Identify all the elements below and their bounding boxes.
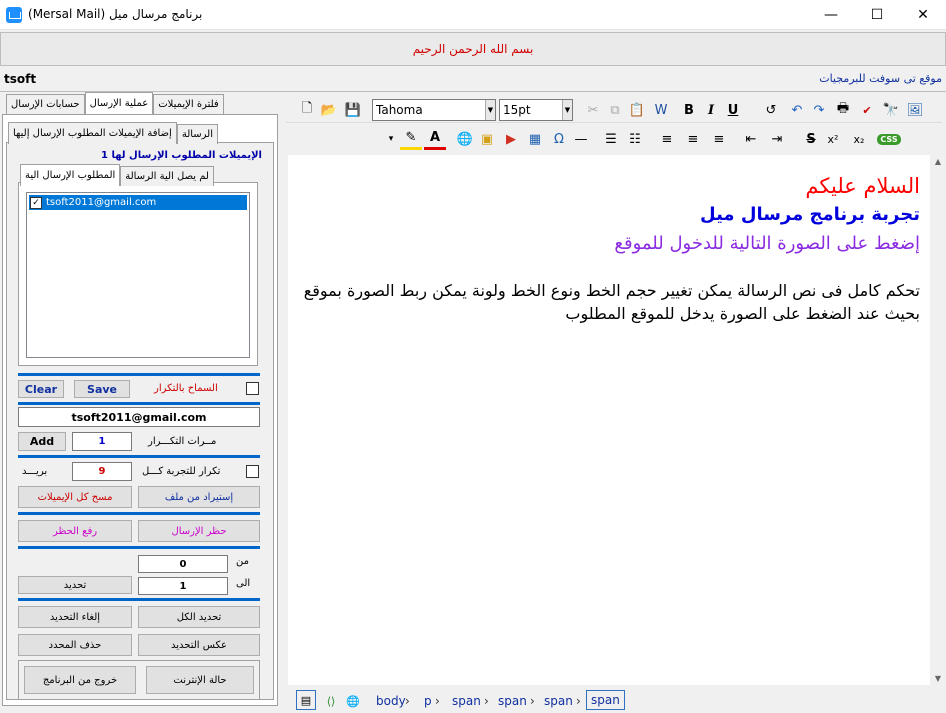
tab-add-emails[interactable]: إضافة الإيميلات المطلوب الإرسال إليها <box>8 122 177 144</box>
font-family-value: Tahoma <box>376 103 423 117</box>
delete-selected-button[interactable]: حذف المحدد <box>18 634 132 656</box>
new-document-icon[interactable]: 🗋 <box>301 101 313 116</box>
image-icon[interactable]: 🖼 <box>906 102 924 118</box>
code-view-icon[interactable]: ⟨⟩ <box>326 694 336 708</box>
tab-send-accounts[interactable]: حسابات الإرسال <box>6 94 85 114</box>
breadcrumb-item[interactable]: body <box>376 694 406 708</box>
email-input[interactable]: tsoft2011@gmail.com <box>18 407 260 427</box>
to-label: الى <box>236 578 251 589</box>
status-bar <box>288 688 946 713</box>
clear-button[interactable]: Clear <box>18 380 64 398</box>
brand-label: tsoft <box>4 72 37 86</box>
font-size-select[interactable] <box>499 99 573 121</box>
email-listbox[interactable] <box>26 192 250 358</box>
minimize-button[interactable]: — <box>824 7 838 23</box>
link-icon[interactable]: 🌐 <box>456 131 474 147</box>
allow-repeat-checkbox[interactable] <box>246 382 259 395</box>
app-icon <box>6 7 22 23</box>
subscript-icon[interactable]: x₂ <box>853 132 865 146</box>
window-title: برنامج مرسال ميل (Mersal Mail) <box>28 7 203 21</box>
chevron-right-icon: › <box>435 694 440 708</box>
separator <box>18 402 260 405</box>
maximize-button[interactable]: ☐ <box>870 7 884 23</box>
invert-selection-button[interactable]: عكس التحديد <box>138 634 260 656</box>
top-tabs <box>6 94 224 114</box>
undo-icon[interactable]: ↶ <box>791 102 803 118</box>
youtube-icon[interactable]: ▶ <box>506 131 516 147</box>
indent-icon[interactable]: ⇥ <box>771 131 783 147</box>
to-input[interactable]: 1 <box>138 577 228 595</box>
breadcrumb-item[interactable]: span <box>452 694 481 708</box>
recipients-heading: الإيميلات المطلوب الإرسال لها 1 <box>101 150 262 161</box>
horizontal-rule-icon[interactable]: — <box>574 131 588 147</box>
block-sending-button[interactable]: حظر الإرسال <box>138 520 260 542</box>
underline-icon[interactable]: U <box>727 102 739 118</box>
paste-word-icon[interactable]: W <box>654 102 668 118</box>
list-item[interactable] <box>29 195 247 210</box>
strikethrough-icon[interactable]: S <box>806 131 816 147</box>
open-folder-icon[interactable]: 📂 <box>320 102 338 118</box>
from-label: من <box>236 556 249 567</box>
unblock-button[interactable]: رفع الحظر <box>18 520 132 542</box>
message-editor[interactable] <box>288 155 930 685</box>
copy-icon[interactable]: ⧉ <box>610 102 620 118</box>
scroll-down-icon[interactable]: ▼ <box>934 674 942 683</box>
test-heading-text: تجربة برنامج مرسال ميل <box>700 204 920 225</box>
refresh-icon[interactable]: ↺ <box>765 102 777 118</box>
print-icon[interactable]: 🖶 <box>836 101 850 116</box>
mail-label: بريـــد <box>22 466 48 477</box>
breadcrumb-item[interactable]: span <box>498 694 527 708</box>
editor-line-3 <box>298 229 920 259</box>
select-button[interactable]: تحديد <box>18 576 132 594</box>
unordered-list-icon[interactable]: ☷ <box>629 131 641 147</box>
repeat-count-input[interactable]: 1 <box>72 432 132 451</box>
chevron-right-icon: › <box>405 694 410 708</box>
repeat-test-checkbox[interactable] <box>246 465 259 478</box>
bismillah-banner: بسم الله الرحمن الرحيم <box>0 32 946 66</box>
tab-email-filter[interactable]: فلترة الإيميلات <box>153 94 224 114</box>
separator <box>18 546 260 549</box>
add-button[interactable]: Add <box>18 432 66 451</box>
chevron-right-icon: › <box>484 694 489 708</box>
special-char-icon[interactable]: Ω <box>554 131 564 147</box>
design-view-icon[interactable]: ▤ <box>296 690 316 710</box>
italic-icon[interactable]: I <box>707 102 715 118</box>
chevron-right-icon: › <box>576 694 581 708</box>
website-link[interactable]: موقع تى سوفت للبرمجيات <box>819 72 942 85</box>
title-bar <box>0 0 946 30</box>
outdent-icon[interactable]: ⇤ <box>745 131 757 147</box>
scroll-up-icon[interactable]: ▲ <box>934 157 942 166</box>
breadcrumb-item[interactable]: span <box>544 694 573 708</box>
import-from-file-button[interactable]: إستيراد من ملف <box>138 486 260 508</box>
find-icon[interactable]: 🔭 <box>882 102 900 118</box>
editor-line-1 <box>298 171 920 201</box>
info-bar <box>0 66 946 92</box>
email-item-label: tsoft2011@gmail.com <box>46 197 157 208</box>
unselect-button[interactable]: إلغاء التحديد <box>18 606 132 628</box>
font-size-value: 15pt <box>503 103 531 117</box>
separator <box>18 373 260 376</box>
bold-icon[interactable]: B <box>684 102 694 118</box>
chevron-down-icon: ▼ <box>485 100 495 120</box>
editor-paragraph: تحكم كامل فى نص الرسالة يمكن تغيير حجم الخط ونوع الخط ولونة يمكن ربط الصورة بموقع بحيث عند الضغط على الصورة يدخل للموقع المطلوب <box>303 281 920 323</box>
spellcheck-icon[interactable]: ✔ <box>862 103 872 117</box>
separator <box>18 598 260 601</box>
align-left-icon[interactable]: ≡ <box>661 131 673 147</box>
save-button[interactable]: Save <box>74 380 130 398</box>
internet-status-button[interactable]: حالة الإنترنت <box>146 666 254 694</box>
tab-failed-recipients[interactable]: لم يصل الية الرسالة <box>120 166 214 186</box>
link-instruction-text: إضغط على الصورة التالية للدخول للموقع <box>614 233 920 254</box>
second-tabs <box>8 124 218 144</box>
align-right-icon[interactable]: ≡ <box>713 131 725 147</box>
preview-icon[interactable]: 🌐 <box>346 694 360 708</box>
superscript-icon[interactable]: x² <box>827 132 839 146</box>
delete-all-emails-button[interactable]: مسح كل الإيميلات <box>18 486 132 508</box>
greeting-text: السلام عليكم <box>805 174 920 198</box>
separator <box>18 455 260 458</box>
left-panel <box>2 94 278 706</box>
chevron-down-icon: ▼ <box>562 100 572 120</box>
cut-icon[interactable]: ✂ <box>587 102 599 118</box>
repeat-test-label: تكرار للتجربة كـــل <box>142 466 221 477</box>
highlight-color-icon[interactable]: ✎ <box>400 128 422 150</box>
save-icon[interactable]: 💾 <box>344 102 362 118</box>
chevron-right-icon: › <box>530 694 535 708</box>
repeat-every-input[interactable]: 9 <box>72 462 132 481</box>
from-input[interactable]: 0 <box>138 555 228 573</box>
recipient-tabs <box>20 166 214 186</box>
item-checkbox[interactable]: ✓ <box>30 197 42 209</box>
tab-message[interactable]: الرسالة <box>177 124 218 144</box>
paste-icon[interactable]: 📋 <box>628 102 646 118</box>
exit-button[interactable]: خروج من البرنامج <box>24 666 136 694</box>
insert-image-icon[interactable]: ▣ <box>480 131 494 147</box>
editor-scrollbar[interactable] <box>930 155 946 685</box>
repeat-count-label: مــرات التكـــرار <box>148 436 217 447</box>
css-icon[interactable]: CSS <box>876 128 902 150</box>
allow-repeat-label: السماح بالتكرار <box>154 383 218 394</box>
editor-line-2 <box>298 201 920 229</box>
align-center-icon[interactable]: ≡ <box>687 131 699 147</box>
redo-icon[interactable]: ↷ <box>813 102 825 118</box>
select-all-button[interactable]: تحديد الكل <box>138 606 260 628</box>
tab-send-process[interactable]: عملية الإرسال <box>85 92 154 114</box>
breadcrumb-item-active[interactable]: span <box>586 690 625 710</box>
font-color-icon[interactable]: A <box>424 128 446 150</box>
font-family-select[interactable] <box>372 99 496 121</box>
tab-pending-recipients[interactable]: المطلوب الإرسال الية <box>20 164 120 186</box>
chevron-down-icon[interactable]: ▾ <box>388 134 394 144</box>
table-icon[interactable]: ▦ <box>528 131 542 147</box>
ordered-list-icon[interactable]: ☰ <box>605 131 617 147</box>
breadcrumb-item[interactable]: p <box>424 694 432 708</box>
separator <box>18 512 260 515</box>
close-button[interactable]: ✕ <box>917 7 929 23</box>
